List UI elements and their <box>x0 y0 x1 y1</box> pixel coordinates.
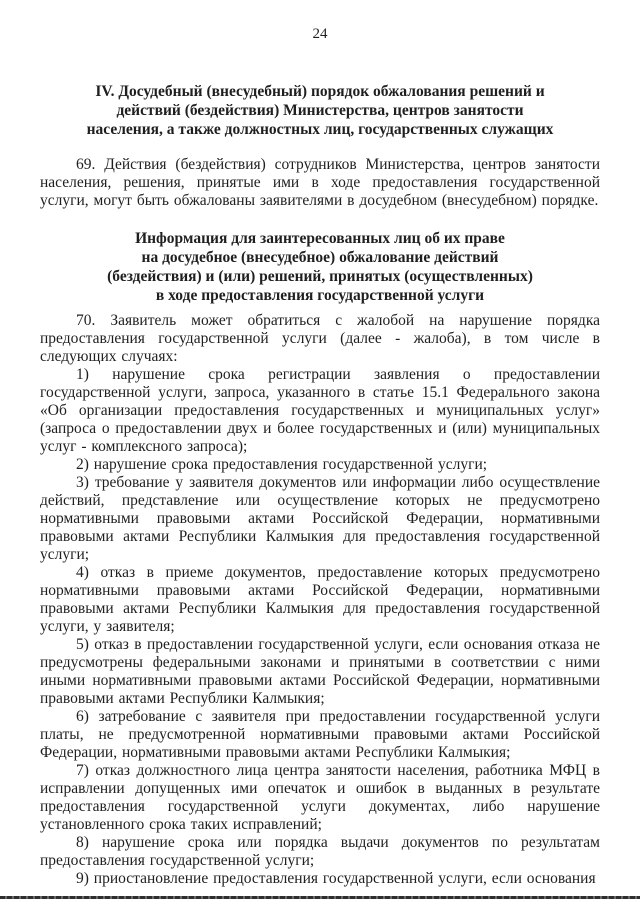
complaint-item-5: 5) отказ в предоставлении государственной услуги, если основания отказа не предусмотрены федеральными законами и принятыми в соответствии с ними иными нормативными правовыми актами Российской Федерации, нормативными правовыми актами Республики Калмыкия; <box>40 636 600 707</box>
info-heading <box>40 229 600 305</box>
complaint-item-6: 6) затребование с заявителя при предоставлении государственной услуги платы, не предусмотренной нормативными правовыми актами Российской Федерации, нормативными правовыми актами Республики Калмыкия; <box>40 708 600 761</box>
complaint-item-7: 7) отказ должностного лица центра занятости населения, работника МФЦ в исправлении допущенных ими опечаток и ошибок в выданных в результате предоставления государственной услуги документах, либо нарушение установленного срока таких исправлений; <box>40 762 600 833</box>
info-heading-line: на досудебное (внесудебное) обжалование действий <box>141 249 499 266</box>
section-heading <box>40 82 600 139</box>
info-heading-line: (бездействия) и (или) решений, принятых (осуществленных) <box>107 268 533 285</box>
paragraph-69: 69. Действия (бездействия) сотрудников Министерства, центров занятости населения, решения, принятые ими в ходе предоставления государственной услуги, могут быть обжалованы заявителями в досудебном (внесудебном) порядке. <box>40 156 600 209</box>
page-bottom-rule <box>0 896 640 899</box>
page-number: 24 <box>312 26 328 42</box>
complaint-item-9: 9) приостановление предоставления государственной услуги, если основания <box>76 870 596 887</box>
complaint-items-list <box>40 366 600 888</box>
section-heading-line: IV. Досудебный (внесудебный) порядок обжалования решений и <box>95 83 545 100</box>
complaint-item-2: 2) нарушение срока предоставления государственной услуги; <box>76 456 488 473</box>
complaint-item-1: 1) нарушение срока регистрации заявления о предоставлении государственной услуги, запроса, указанного в статье 15.1 Федерального закона «Об организации предоставления государственных и муниципальных услуг» (запроса о предоставлении двух и более государственных и (или) муниципальных услуг - комплексного запроса); <box>40 366 600 455</box>
info-heading-line: в ходе предоставления государственной услуги <box>155 287 485 304</box>
complaint-item-3: 3) требование у заявителя документов или информации либо осуществление действий, представление или осуществление которых не предусмотрено нормативными правовыми актами Российской Федерации, нормативными правовыми актами Республики Калмыкия для предоставления государственной услуги; <box>40 474 600 563</box>
complaint-item-8: 8) нарушение срока или порядка выдачи документов по результатам предоставления государственной услуги; <box>40 834 600 869</box>
paragraph-70: 70. Заявитель может обратиться с жалобой на нарушение порядка предоставления государственной услуги (далее - жалоба), в том числе в следующих случаях: <box>40 312 600 365</box>
info-heading-line: Информация для заинтересованных лиц об их праве <box>135 230 505 247</box>
section-heading-line: действий (бездействия) Министерства, центров занятости <box>116 102 524 119</box>
section-heading-line: населения, а также должностных лиц, государственных служащих <box>86 121 554 138</box>
complaint-item-4: 4) отказ в приеме документов, предоставление которых предусмотрено нормативными правовыми актами Российской Федерации, нормативными правовыми актами Республики Калмыкия для предоставления государственной услуги, у заявителя; <box>40 564 600 635</box>
